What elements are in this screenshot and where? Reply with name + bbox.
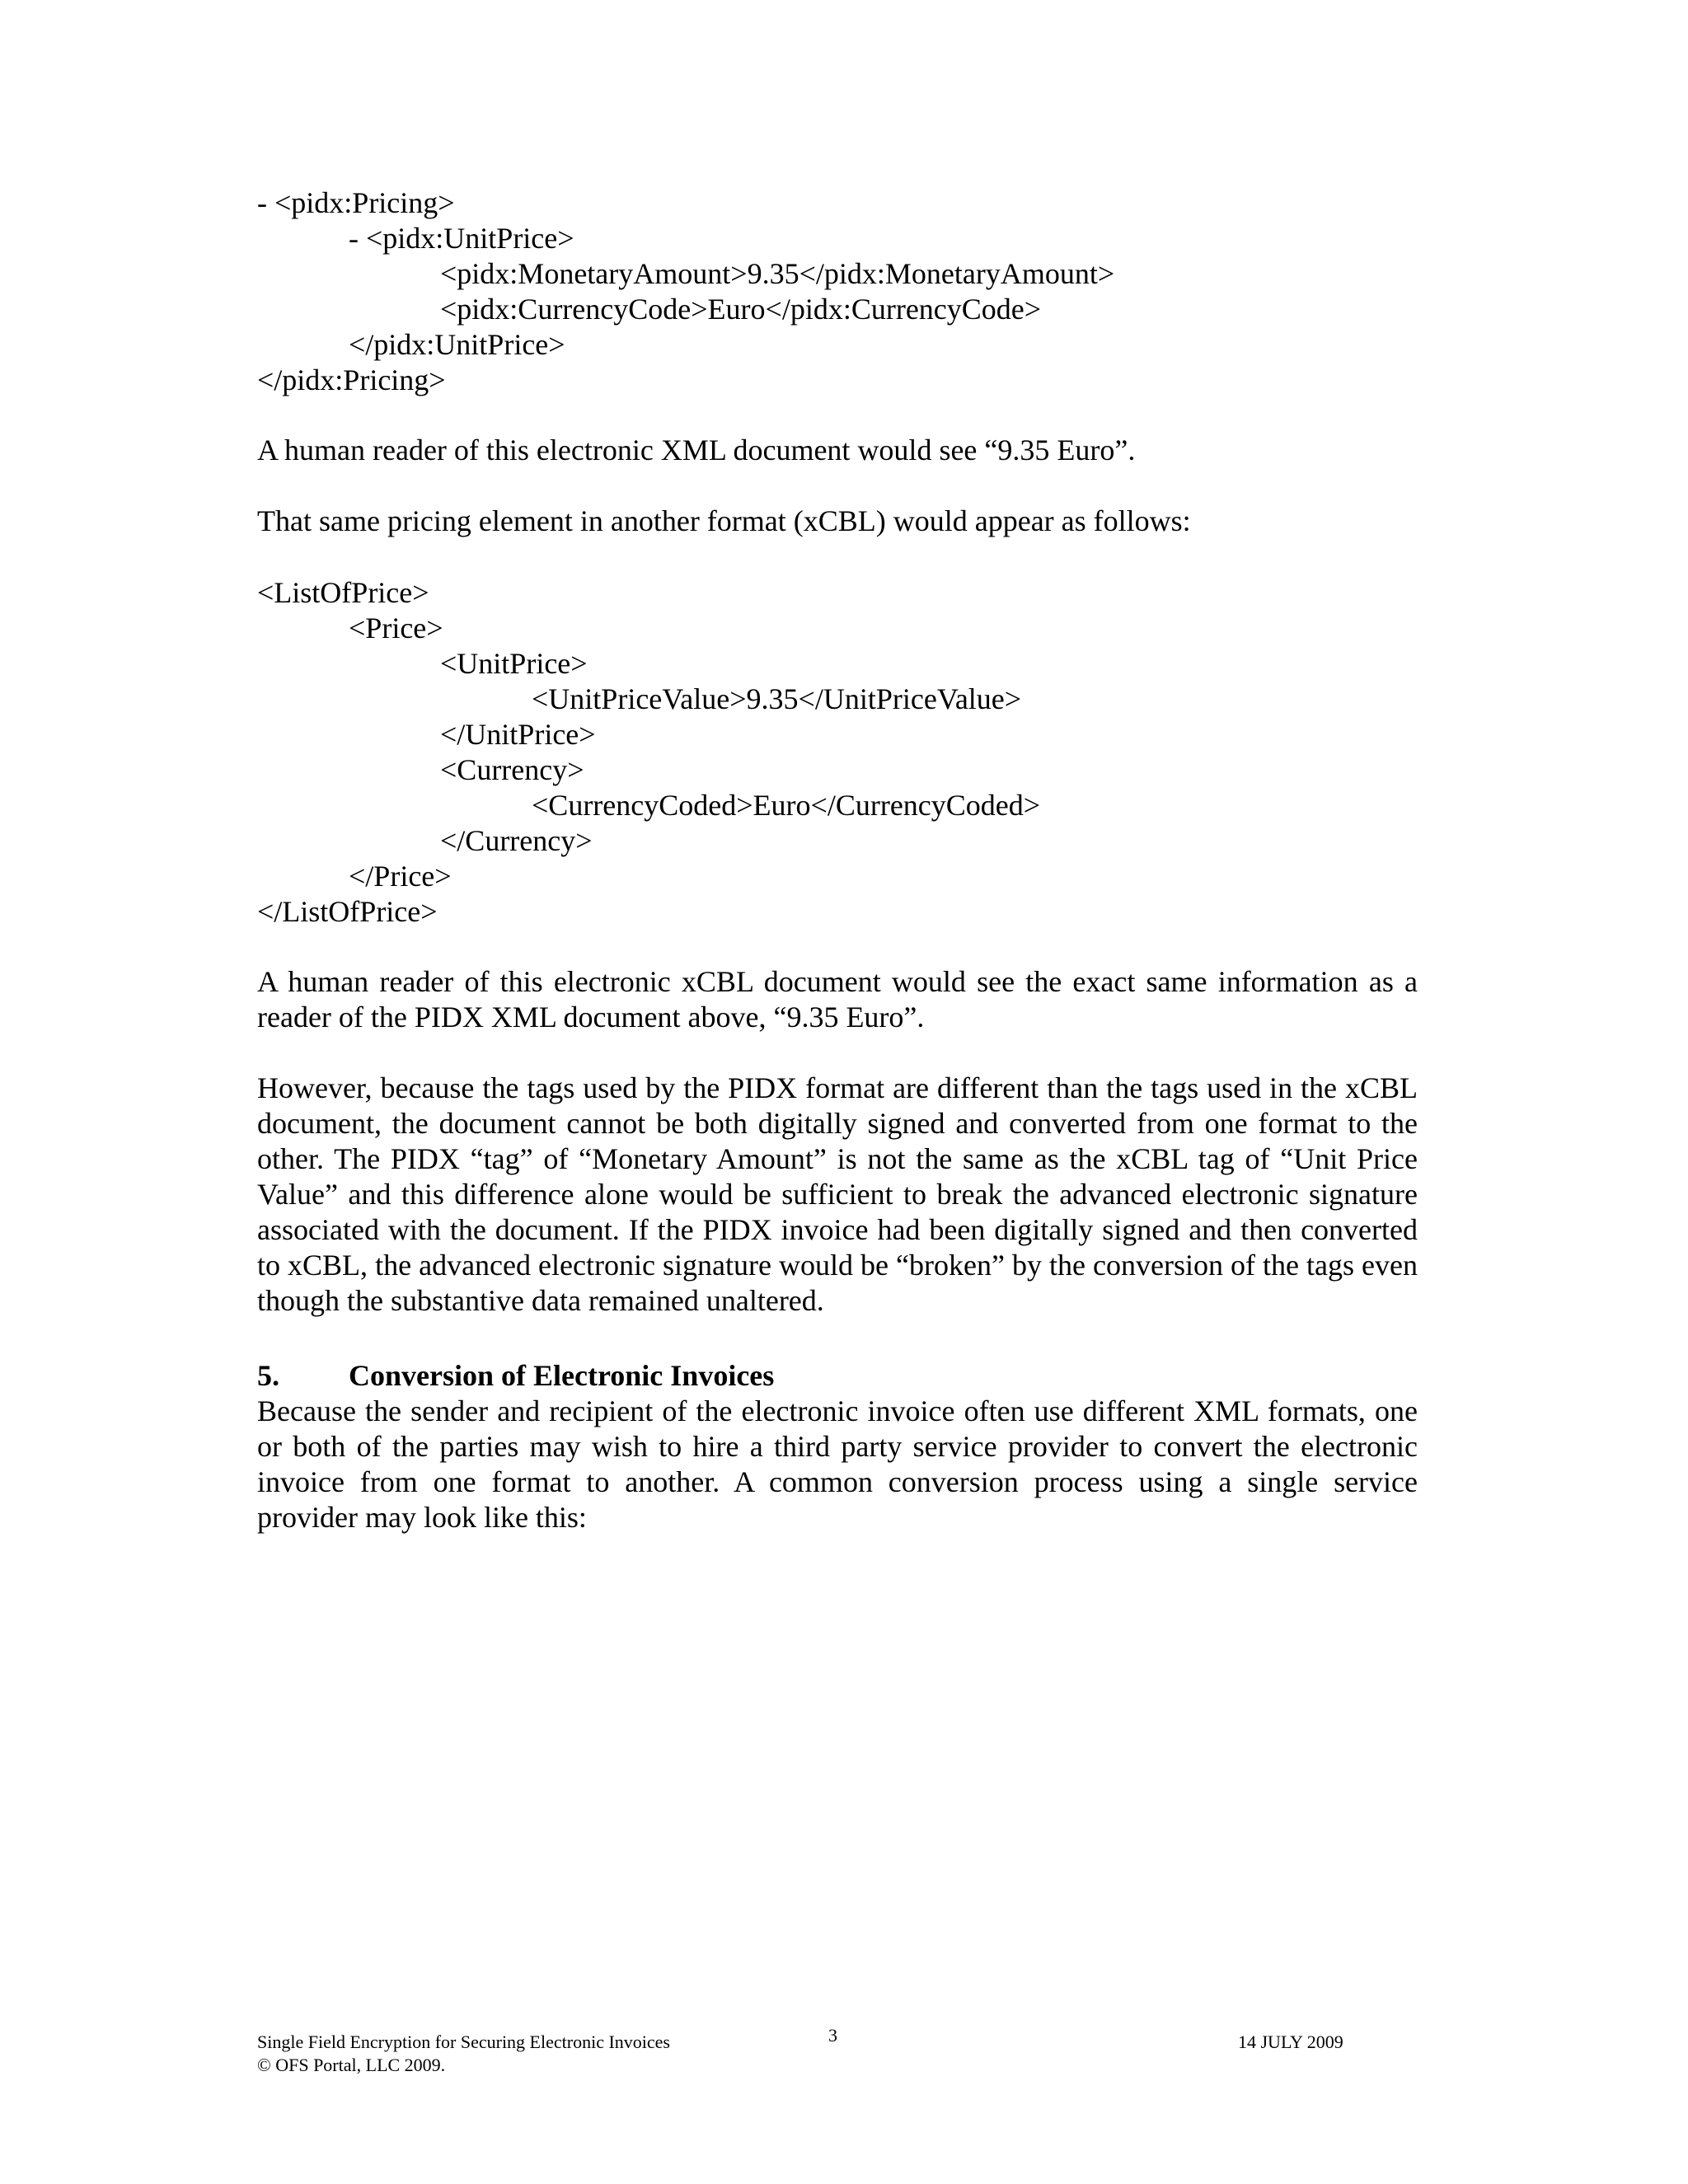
code-line: <CurrencyCoded>Euro</CurrencyCoded> (532, 789, 1041, 822)
footer-copyright: © OFS Portal, LLC 2009. (257, 2055, 446, 2075)
code-line: - <pidx:UnitPrice> (349, 222, 574, 255)
footer-page-number: 3 (828, 2025, 837, 2046)
code-line: - <pidx:Pricing> (257, 186, 455, 219)
code-line: <pidx:CurrencyCode>Euro</pidx:CurrencyCode> (440, 293, 1042, 326)
footer-document-title: Single Field Encryption for Securing Electronic Invoices (257, 2032, 670, 2052)
code-line: <pidx:MonetaryAmount>9.35</pidx:MonetaryAmount> (440, 257, 1115, 290)
paragraph-same-pricing: That same pricing element in another format (xCBL) would appear as follows: (257, 504, 1191, 537)
code-line: <UnitPrice> (440, 647, 588, 680)
paragraph-human-reader-xml: A human reader of this electronic XML document would see “9.35 Euro”. (257, 434, 1136, 466)
code-line: <Currency> (440, 753, 584, 786)
code-line: </pidx:UnitPrice> (349, 328, 565, 361)
paragraph-human-reader-xcbl: A human reader of this electronic xCBL document would see the exact same information as a reader of the PIDX XML document above, “9.35 Euro”. (257, 965, 1418, 1033)
code-line: <ListOfPrice> (257, 576, 429, 609)
code-line: <Price> (349, 612, 443, 644)
section-title: Conversion of Electronic Invoices (349, 1359, 775, 1392)
code-line: </Price> (349, 860, 452, 893)
code-line: </UnitPrice> (440, 718, 596, 751)
code-line: </pidx:Pricing> (257, 363, 446, 396)
paragraph-however: However, because the tags used by the PIDX format are different than the tags used in the xCBL document, the document cannot be both digitally signed and converted from one format to the other. The PIDX “tag” of “Monetary Amount” is not the same as the xCBL tag of “Unit Price Value” and this difference alone would be sufficient to break the advanced electronic signature associated with the document. If the PIDX invoice had been digitally signed and then converted to xCBL, the advanced electronic signature would be “broken” by the conversion of the tags even though the substantive data remained unaltered. (257, 1071, 1418, 1317)
code-line: </ListOfPrice> (257, 895, 438, 928)
code-line: <UnitPriceValue>9.35</UnitPriceValue> (532, 682, 1022, 715)
paragraph-conversion: Because the sender and recipient of the electronic invoice often use different XML formats, one or both of the parties may wish to hire a third party service provider to convert the electronic invoice from one format to another. A common conversion process using a single service provider may look like this: (257, 1394, 1418, 1534)
section-number: 5. (257, 1359, 279, 1392)
footer-date: 14 JULY 2009 (1238, 2032, 1343, 2052)
code-line: </Currency> (440, 824, 593, 857)
